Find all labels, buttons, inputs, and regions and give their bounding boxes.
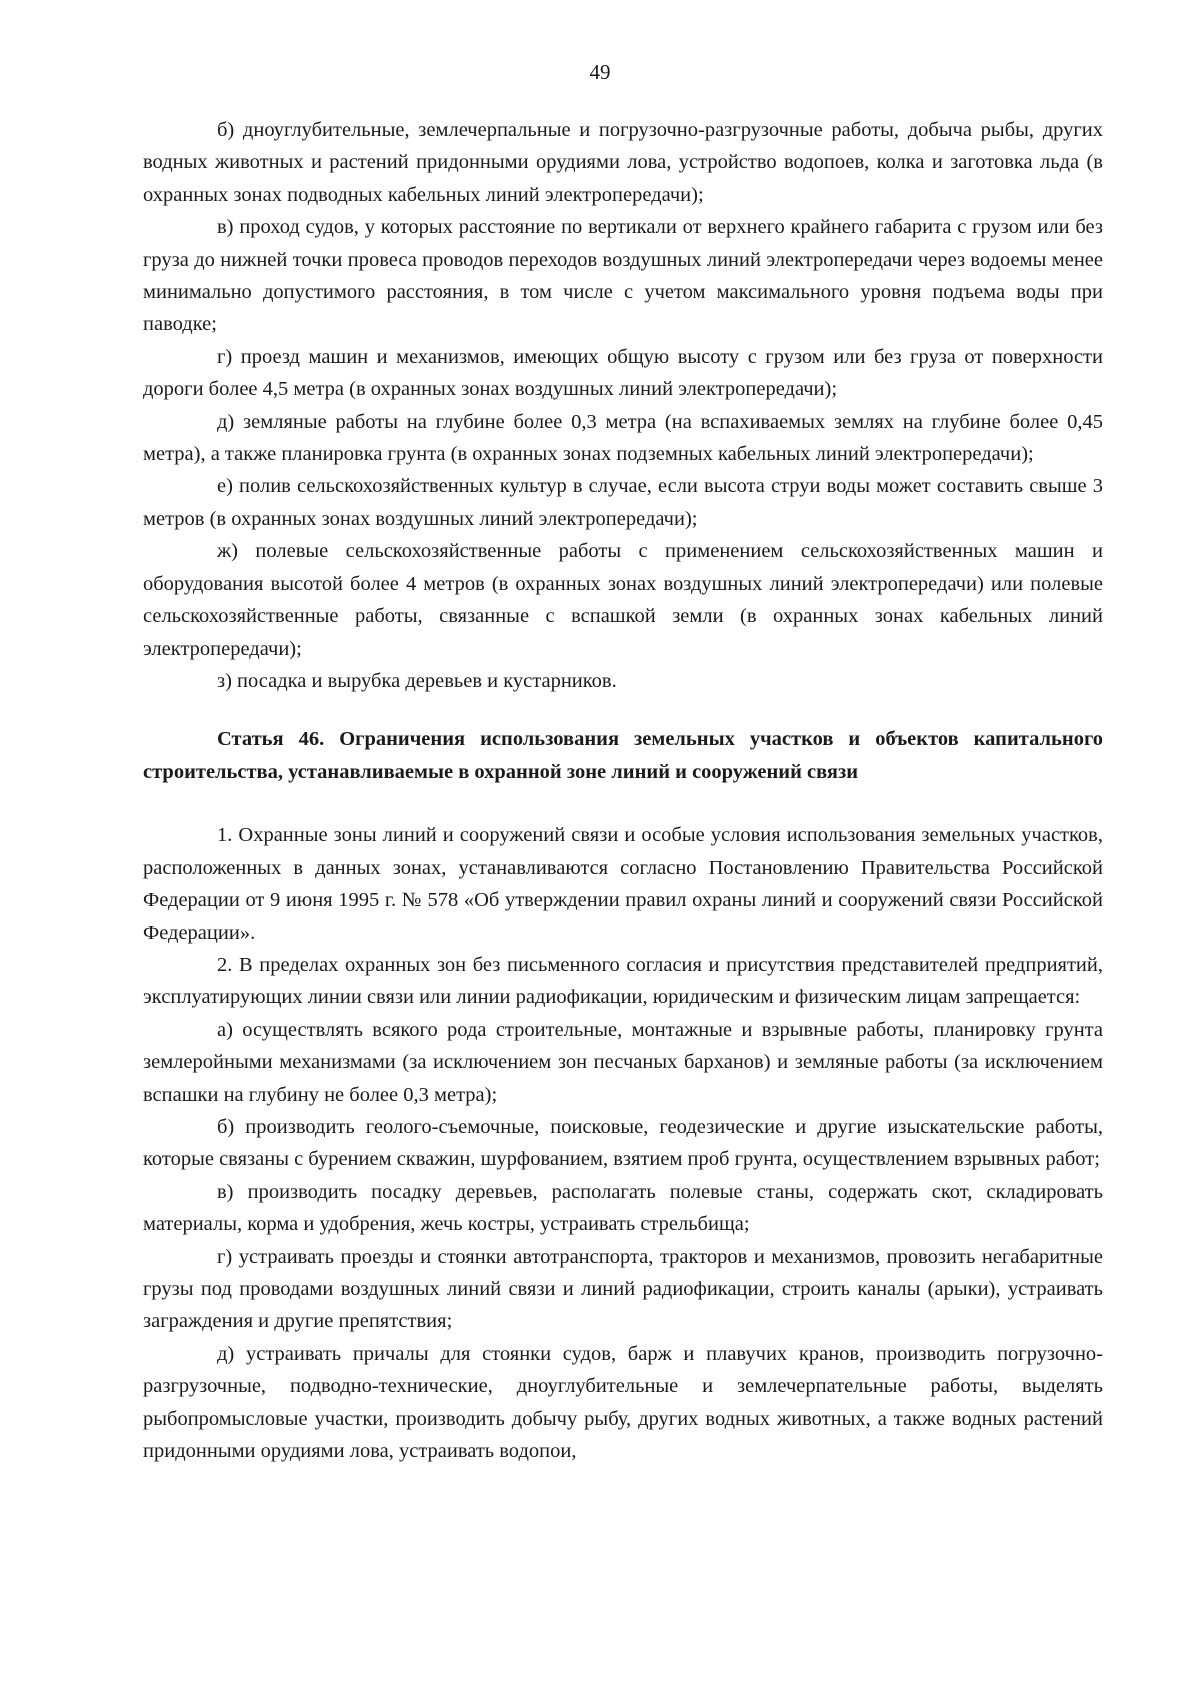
list-item-v-power-lines: в) проход судов, у которых расстояние по вертикали от верхнего крайнего габарита с грузом или без груза до нижней точки провеса проводов переходов воздушных линий электропередачи через водоемы менее минимально допустимого расстояния, в том числе с учетом максимального уровня подъема воды при паводке; [143,216,1103,336]
list-item-v-communication: в) производить посадку деревьев, располагать полевые станы, содержать скот, складировать материалы, корма и удобрения, жечь костры, устраивать стрельбища; [143,1180,1103,1236]
list-item-d-communication: д) устраивать причалы для стоянки судов, барж и плавучих кранов, производить погрузочно-разгрузочные, подводно-технические, дноуглубительные и землечерпательные работы, выделять рыбопромысловые участки, производить добычу рыбу, других водных животных, а также водных растений придонными орудиями лова, устраивать водопои, [143,1342,1103,1463]
article-46-heading: Статья 46. Ограничения использования земельных участков и объектов капитального строительства, устанавливаемые в охранной зоне линий и сооружений связи [143,728,1103,784]
list-item-a-communication: а) осуществлять всякого рода строительные, монтажные и взрывные работы, планировку грунта землеройными механизмами (за исключением зон песчаных барханов) и земляные работы (за исключением вспашки на глубину не более 0,3 метра); [143,1018,1103,1106]
clause-2: 2. В пределах охранных зон без письменного согласия и присутствия представителей предприятий, эксплуатирующих линии связи или линии радиофикации, юридическим и физическим лицам запрещается: [143,953,1103,1009]
list-item-b-power-lines: б) дноуглубительные, землечерпальные и погрузочно-разгрузочные работы, добыча рыбы, других водных животных и растений придонными орудиями лова, устройство водопоев, колка и заготовка льда (в охранных зонах подводных кабельных линий электропередачи); [143,119,1103,206]
list-item-g-power-lines: г) проезд машин и механизмов, имеющих общую высоту с грузом или без груза от поверхности дороги более 4,5 метра (в охранных зонах воздушных линий электропередачи); [143,345,1103,401]
list-item-zh-power-lines: ж) полевые сельскохозяйственные работы с применением сельскохозяйственных машин и оборудования высотой более 4 метров (в охранных зонах воздушных линий электропередачи) или полевые сельскохозяйственные работы, связанные с вспашкой земли (в охранных зонах кабельных линий электропередачи); [143,540,1103,660]
list-item-z-power-lines: з) посадка и вырубка деревьев и кустарников. [217,669,617,692]
list-item-g-communication: г) устраивать проезды и стоянки автотранспорта, тракторов и механизмов, провозить негабаритные грузы под проводами воздушных линий связи и линий радиофикации, строить каналы (арыки), устраивать заграждения и другие препятствия; [143,1245,1103,1333]
document-body [143,114,1103,1467]
list-item-b-communication: б) производить геолого-съемочные, поисковые, геодезические и другие изыскательские работы, которые связаны с бурением скважин, шурфованием, взятием проб грунта, осуществлением взрывных работ; [143,1115,1103,1171]
page-number: 49 [589,60,611,84]
clause-1: 1. Охранные зоны линий и сооружений связи и особые условия использования земельных участков, расположенных в данных зонах, устанавливаются согласно Постановлению Правительства Российской Федерации от 9 июня 1995 г. № 578 «Об утверждении правил охраны линий и сооружений связи Российской Федерации». [143,824,1103,944]
list-item-d-power-lines: д) земляные работы на глубине более 0,3 метра (на вспахиваемых землях на глубине более 0,45 метра), а также планировка грунта (в охранных зонах подземных кабельных линий электропередачи); [143,410,1103,466]
list-item-e-power-lines: е) полив сельскохозяйственных культур в случае, если высота струи воды может составить свыше 3 метров (в охранных зонах воздушных линий электропередачи); [143,475,1103,530]
